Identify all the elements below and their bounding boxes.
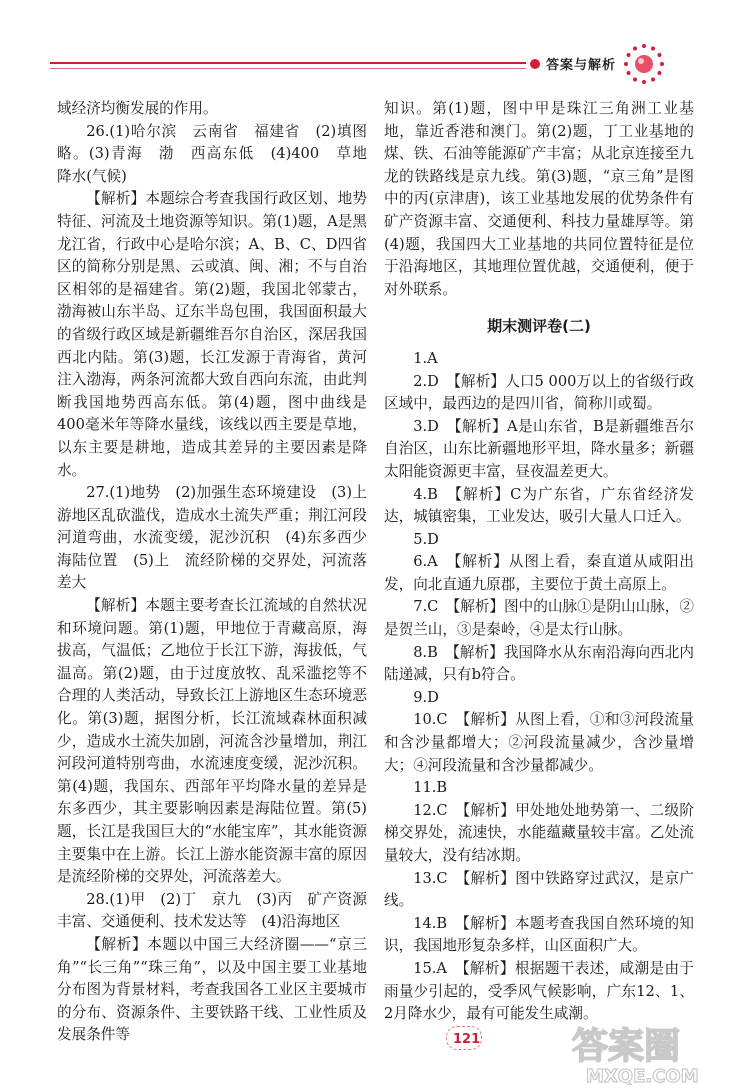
answer-item: 14.B 【解析】本题考查我国自然环境的知识，我国地形复杂多样，山区面积广大。 — [384, 914, 694, 955]
answer-item: 2.D 【解析】人口5 000万以上的省级行政区域中，最西边的是四川省，简称川或蜀。 — [384, 372, 694, 413]
answer-paragraph: 【解析】本题综合考查我国行政区划、地势特征、河流及土地资源等知识。第(1)题，A是黑龙江省，行政中心是哈尔滨；A、B、C、D四省区的简称分别是黑、云或滇、闽、湘；不与自治区相邻的是福建省。第(2)题，我国北邻蒙古，渤海被山东半岛、辽东半岛包围，我国面积最大的省级行政区域是新疆维吾尔自治区，深居我国西北内陆。第(3)题，长江发源于青海省，黄河注入渤海，两条河流都大致自西向东流，由此判断我国地势西高东低。第(4)题，图中曲线是400毫米年等降水量线，该线以西主要是草地，以东主要是耕地，造成其差异的主要因素是降水。 — [57, 190, 367, 479]
answer-item: 10.C 【解析】从图上看，①和③河段流量和含沙量都增大；②河段流量减少，含沙量增大；④河段流量和含沙量都减少。 — [384, 711, 694, 774]
answer-item: 3.D 【解析】A是山东省，B是新疆维吾尔自治区，山东比新疆地形平坦，降水量多；新疆太阳能资源更丰富，昼夜温差更大。 — [384, 417, 694, 480]
answer-item: 1.A — [413, 349, 438, 367]
continued-analysis-paragraph: 知识。第(1)题，图中甲是珠江三角洲工业基地，靠近香港和澳门。第(2)题，丁工业基地的煤、铁、石油等能源矿产丰富；从北京连接至九龙的铁路线是京九线。第(3)题，“京三角”是图中的丙(京津唐)，该工业基地发展的优势条件有矿产资源丰富、交通便利、科技力量雄厚等。第(4)题，我国四大工业基地的共同位置特征是位于沿海地区，其地理位置优越，交通便利，便于对外联系。 — [384, 100, 694, 298]
answer-item: 9.D — [413, 688, 439, 706]
answer-paragraph: 26.(1)哈尔滨 云南省 福建省 (2)填图略。(3)青海 渤 西高东低 (4)400 草地 降水(气候) — [57, 122, 382, 185]
answer-paragraph: 28.(1)甲 (2)丁 京九 (3)丙 矿产资源丰富、交通便利、技术发达等 (4)沿海地区 — [57, 890, 367, 931]
section-title: 期末测评卷(二) — [487, 317, 591, 336]
answer-item: 7.C 【解析】图中的山脉①是阴山山脉，②是贺兰山，③是秦岭，④是太行山脉。 — [384, 598, 694, 639]
answer-item: 6.A 【解析】从图上看，秦直道从咸阳出发，向北直通九原郡，主要位于黄土高原上。 — [384, 553, 694, 593]
answer-paragraph: 27.(1)地势 (2)加强生态环境建设 (3)上游地区乱砍滥伐，造成水土流失严重；荆江河段河道弯曲，水流变缓，泥沙沉积 (4)东多西少 海陆位置 (5)上 流经阶梯的交界处，河流落差大 — [57, 484, 382, 592]
left-column — [57, 98, 382, 1047]
page-header — [0, 52, 750, 92]
svg-text:答案圈: 答案圈 — [572, 1026, 681, 1067]
answer-paragraph: 【解析】本题主要考查长江流域的自然状况和环境问题。第(1)题，甲地位于青藏高原，海拔高，气温低；乙地位于长江下游，海拔低，气温高。第(2)题，由于过度放牧、乱采滥挖等不合理的人类活动，导致长江上游地区生态环境恶化。第(3)题，据图分析，长江流域森林面积减少，造成水土流失加剧，河流含沙量增加，荆江河段河道特别弯曲，水流速度变缓，泥沙沉积。第(4)题，我国东、西部年平均降水量的差异是东多西少，其主要影响因素是海陆位置。第(5)题，长江是我国巨大的“水能宝库”，其水能资源主要集中在上游。长江上游水能资源丰富的原因是流经阶梯的交界处，河流落差大。 — [57, 597, 367, 886]
answer-paragraph: 【解析】本题以中国三大经济圈——“京三角”“长三角”“珠三角”，以及中国主要工业基地分布图为背景材料，考查我国各工业区主要城市的分布、资源条件、主要铁路干线、工业性质及发展条件等 — [57, 935, 367, 1044]
answer-item: 4.B 【解析】C为广东省，广东省经济发达，城镇密集，工业发达，吸引大量人口迁入。 — [384, 485, 694, 526]
answer-item: 8.B 【解析】我国降水从东南沿海向西北内陆递减，只有b符合。 — [384, 643, 694, 684]
header-rule-top — [50, 62, 526, 64]
answer-item: 12.C 【解析】甲处地处地势第一、二级阶梯交界处，流速快，水能蕴藏量较丰富。乙处流量较大，没有结冰期。 — [384, 801, 694, 864]
answer-item: 15.A 【解析】根据题干表述，咸潮是由于雨量少引起的，受季风气候影响，广东12、1、2月降水少，最有可能发生咸潮。 — [384, 959, 694, 1023]
svg-text:MXQE.COM: MXQE.COM — [586, 1066, 699, 1087]
page-number: 121 — [453, 1032, 481, 1047]
header-rule-bottom — [50, 68, 526, 69]
answer-item: 13.C 【解析】图中铁路穿过武汉，是京广线。 — [384, 869, 694, 910]
answer-item: 11.B — [413, 779, 448, 797]
right-column — [384, 98, 694, 1026]
header-title: 答案与解析 — [546, 58, 617, 73]
header-bullet-icon — [530, 59, 540, 69]
watermark-logo — [566, 1018, 744, 1088]
answer-list — [384, 348, 694, 1026]
answer-paragraph: 域经济均衡发展的作用。 — [57, 100, 218, 117]
answer-item: 5.D — [413, 530, 439, 548]
header-logo-icon — [622, 42, 666, 86]
